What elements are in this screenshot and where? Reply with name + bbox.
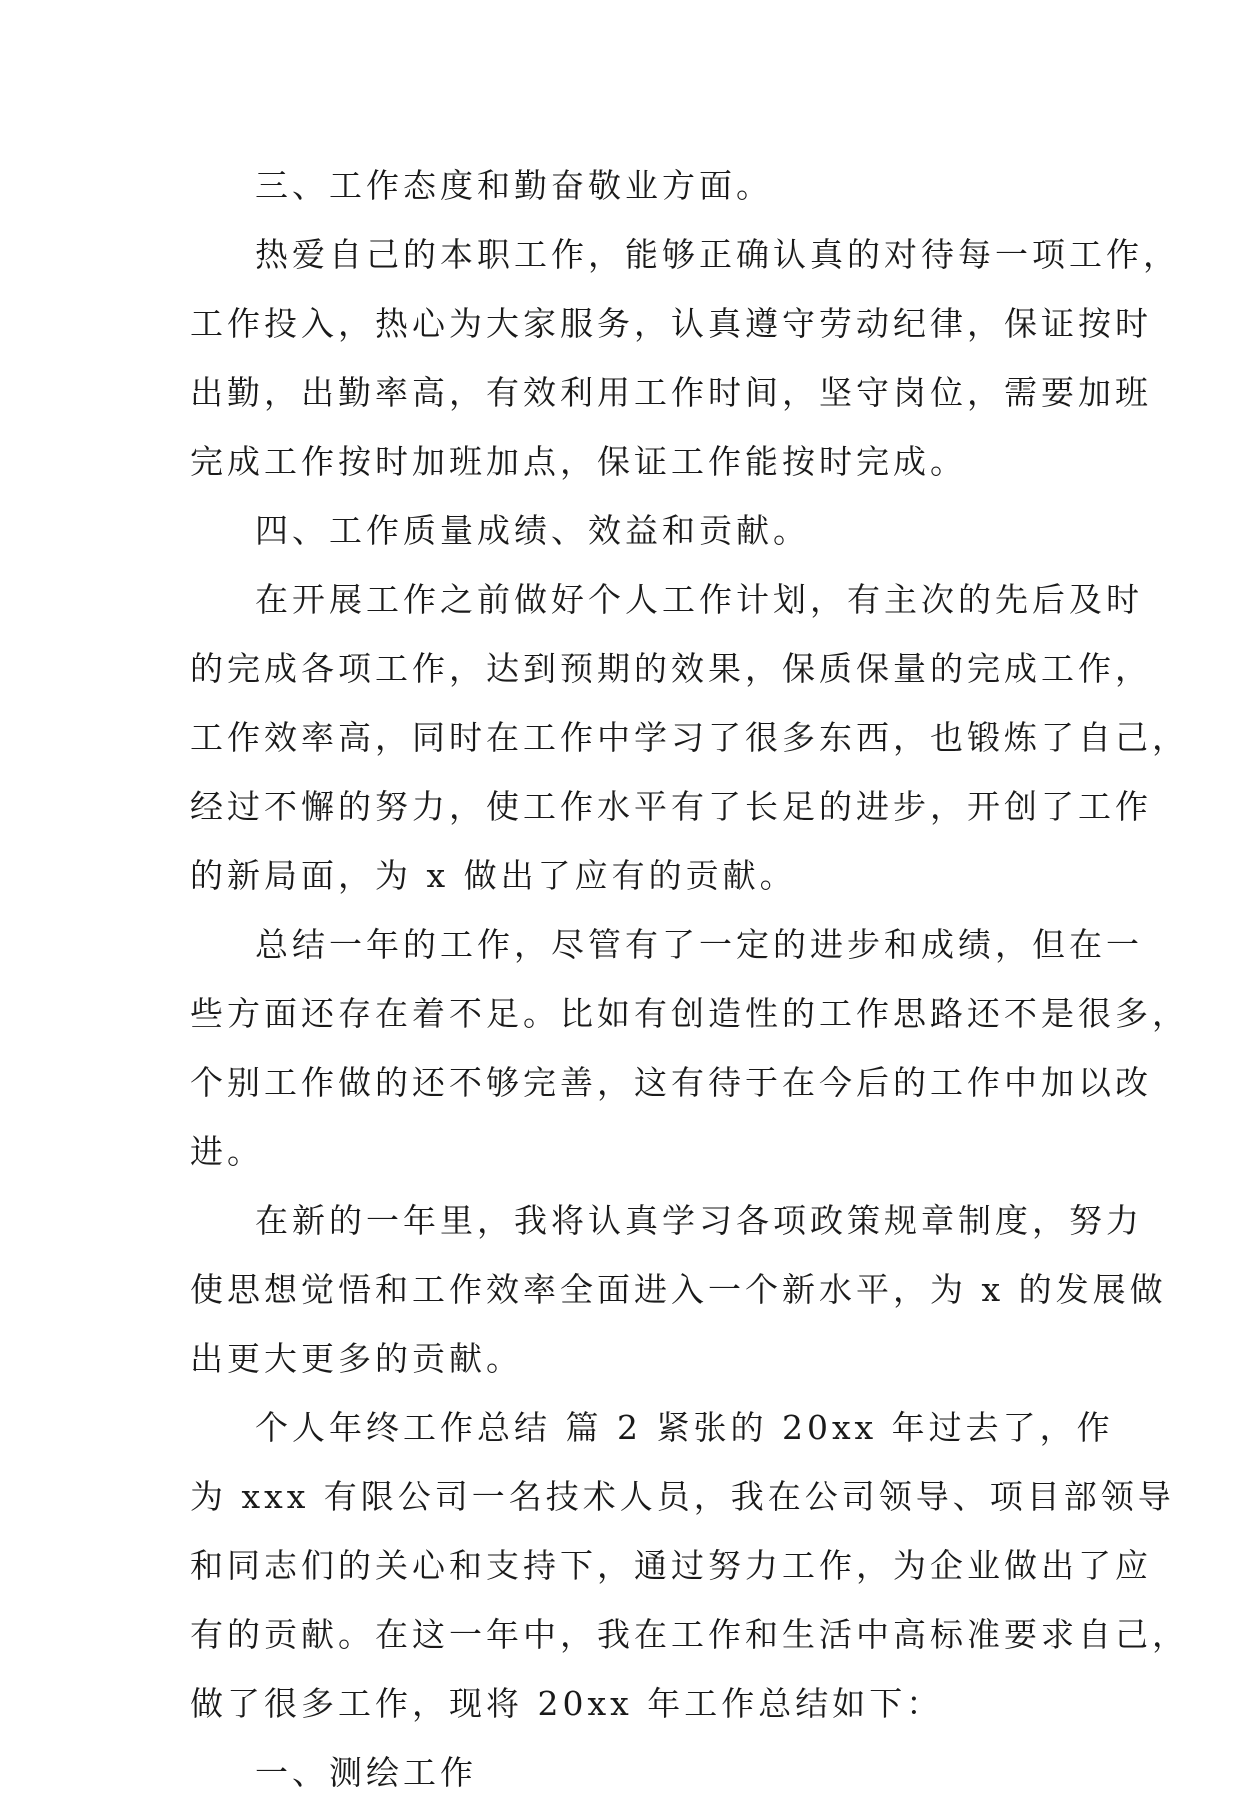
article-title-line: 个人年终工作总结 篇 2 紧张的 20xx 年过去了，作 — [255, 1408, 1114, 1447]
paragraph-line: 使思想觉悟和工作效率全面进入一个新水平，为 x 的发展做 — [190, 1270, 1167, 1309]
document-body — [190, 151, 1189, 1807]
section-heading-surveying-work: 一、测绘工作 — [255, 1753, 477, 1792]
paragraph-line: 有的贡献。在这一年中，我在工作和生活中高标准要求自己， — [190, 1615, 1189, 1654]
paragraph-line: 些方面还存在着不足。比如有创造性的工作思路还不是很多， — [190, 994, 1189, 1033]
paragraph-line: 进。 — [190, 1132, 264, 1171]
paragraph-line: 出勤，出勤率高，有效利用工作时间，坚守岗位，需要加班 — [190, 373, 1152, 412]
paragraph-line: 工作投入，热心为大家服务，认真遵守劳动纪律，保证按时 — [190, 304, 1152, 343]
paragraph-line: 完成工作按时加班加点，保证工作能按时完成。 — [190, 442, 967, 481]
paragraph-line: 在新的一年里，我将认真学习各项政策规章制度，努力 — [255, 1201, 1143, 1240]
paragraph-line: 的完成各项工作，达到预期的效果，保质保量的完成工作， — [190, 649, 1152, 688]
paragraph-line: 做了很多工作，现将 20xx 年工作总结如下： — [190, 1684, 944, 1723]
paragraph-line: 总结一年的工作，尽管有了一定的进步和成绩，但在一 — [255, 925, 1143, 964]
section-heading-work-quality: 四、工作质量成绩、效益和贡献。 — [255, 511, 810, 550]
paragraph-line: 经过不懈的努力，使工作水平有了长足的进步，开创了工作 — [190, 787, 1152, 826]
paragraph-line: 工作效率高，同时在工作中学习了很多东西，也锻炼了自己， — [190, 718, 1189, 757]
paragraph-line: 热爱自己的本职工作，能够正确认真的对待每一项工作， — [255, 235, 1180, 274]
paragraph-line: 在开展工作之前做好个人工作计划，有主次的先后及时 — [255, 580, 1143, 619]
paragraph-line: 出更大更多的贡献。 — [190, 1339, 523, 1378]
paragraph-line: 个别工作做的还不够完善，这有待于在今后的工作中加以改 — [190, 1063, 1152, 1102]
section-heading-work-attitude: 三、工作态度和勤奋敬业方面。 — [255, 166, 773, 205]
paragraph-line: 为 xxx 有限公司一名技术人员，我在公司领导、项目部领导 — [190, 1477, 1175, 1516]
paragraph-line: 和同志们的关心和支持下，通过努力工作，为企业做出了应 — [190, 1546, 1152, 1585]
paragraph-line: 的新局面，为 x 做出了应有的贡献。 — [190, 856, 797, 895]
